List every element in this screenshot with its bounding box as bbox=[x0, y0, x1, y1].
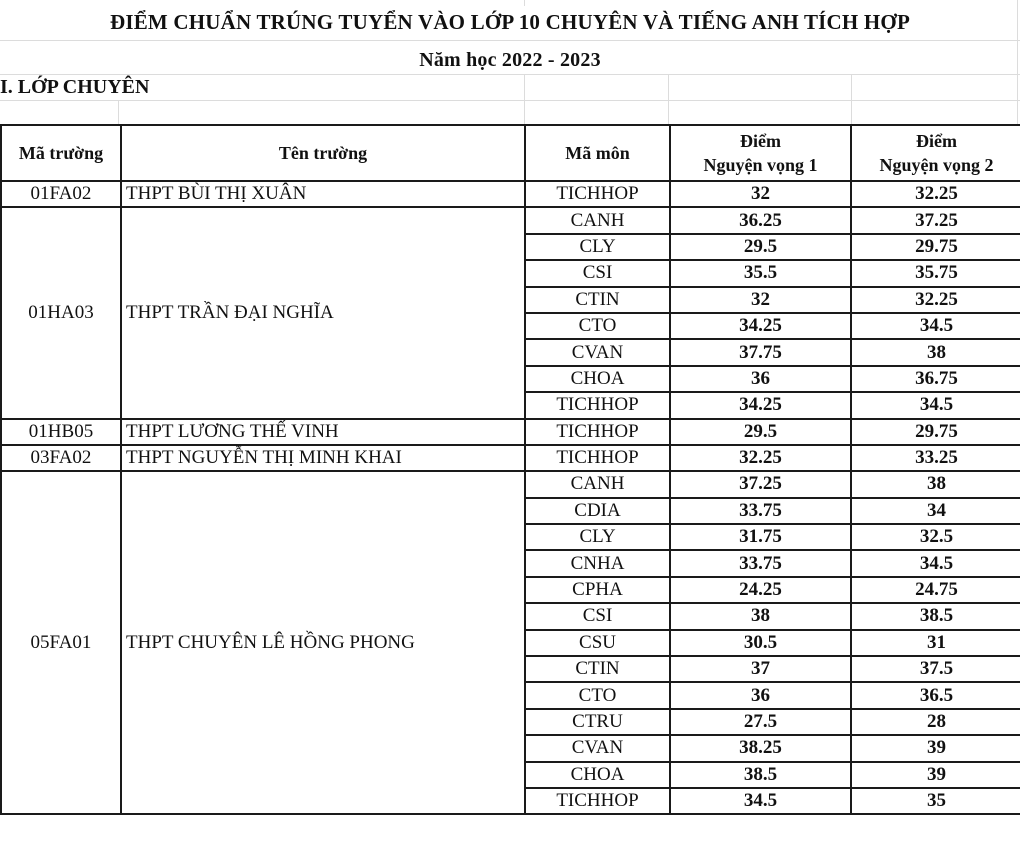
subject-code-cell: CNHA bbox=[525, 550, 670, 576]
score-nv1-cell: 38.5 bbox=[670, 762, 851, 788]
score-nv2-cell: 32.25 bbox=[851, 287, 1020, 313]
table-row bbox=[1, 471, 1020, 497]
score-nv1-cell: 32.25 bbox=[670, 445, 851, 471]
score-nv1-cell: 33.75 bbox=[670, 498, 851, 524]
header-score-nv1 bbox=[670, 125, 851, 181]
school-name-cell: THPT CHUYÊN LÊ HỒNG PHONG bbox=[121, 471, 525, 814]
document-title: ĐIỂM CHUẨN TRÚNG TUYỂN VÀO LỚP 10 CHUYÊN VÀ TIẾNG ANH TÍCH HỢP bbox=[109, 10, 910, 34]
score-nv1-cell: 34.25 bbox=[670, 392, 851, 418]
score-nv1-cell: 37.25 bbox=[670, 471, 851, 497]
school-name-cell: THPT TRẦN ĐẠI NGHĨA bbox=[121, 207, 525, 418]
school-code-cell: 01HA03 bbox=[1, 207, 121, 418]
header-score-nv1-line1: Điểm bbox=[740, 131, 781, 151]
subject-code-cell: CVAN bbox=[525, 735, 670, 761]
score-nv1-cell: 33.75 bbox=[670, 550, 851, 576]
score-nv1-cell: 36.25 bbox=[670, 207, 851, 233]
score-nv1-cell: 36 bbox=[670, 366, 851, 392]
score-nv1-cell: 38 bbox=[670, 603, 851, 629]
header-row bbox=[1, 125, 1020, 181]
score-nv2-cell: 38 bbox=[851, 471, 1020, 497]
score-nv2-cell: 37.5 bbox=[851, 656, 1020, 682]
grid-line bbox=[668, 74, 669, 124]
score-nv1-cell: 32 bbox=[670, 181, 851, 207]
score-nv1-cell: 32 bbox=[670, 287, 851, 313]
score-nv1-cell: 38.25 bbox=[670, 735, 851, 761]
header-score-nv2 bbox=[851, 125, 1020, 181]
score-nv1-cell: 29.5 bbox=[670, 234, 851, 260]
school-year: Năm học 2022 - 2023 bbox=[419, 49, 601, 71]
score-nv1-cell: 34.25 bbox=[670, 313, 851, 339]
score-nv2-cell: 39 bbox=[851, 762, 1020, 788]
score-nv1-cell: 37.75 bbox=[670, 339, 851, 365]
grid-line bbox=[0, 74, 1020, 75]
school-name-cell: THPT LƯƠNG THẾ VINH bbox=[121, 419, 525, 445]
score-nv2-cell: 34.5 bbox=[851, 313, 1020, 339]
header-score-nv2-line2: Nguyện vọng 2 bbox=[879, 155, 994, 175]
subject-code-cell: CHOA bbox=[525, 366, 670, 392]
score-nv1-cell: 24.25 bbox=[670, 577, 851, 603]
subject-code-cell: TICHHOP bbox=[525, 788, 670, 814]
subject-code-cell: CLY bbox=[525, 234, 670, 260]
table-row bbox=[1, 445, 1020, 471]
school-name-cell: THPT BÙI THỊ XUÂN bbox=[121, 181, 525, 207]
score-nv1-cell: 37 bbox=[670, 656, 851, 682]
grid-line bbox=[524, 0, 525, 6]
subject-code-cell: TICHHOP bbox=[525, 392, 670, 418]
section-heading: I. LỚP CHUYÊN bbox=[0, 76, 150, 98]
score-nv2-cell: 29.75 bbox=[851, 419, 1020, 445]
subject-code-cell: CTO bbox=[525, 313, 670, 339]
score-nv2-cell: 24.75 bbox=[851, 577, 1020, 603]
school-code-cell: 01HB05 bbox=[1, 419, 121, 445]
score-nv2-cell: 38 bbox=[851, 339, 1020, 365]
score-nv1-cell: 36 bbox=[670, 682, 851, 708]
score-nv2-cell: 35.75 bbox=[851, 260, 1020, 286]
subject-code-cell: CSI bbox=[525, 603, 670, 629]
score-nv2-cell: 36.5 bbox=[851, 682, 1020, 708]
score-nv1-cell: 29.5 bbox=[670, 419, 851, 445]
subject-code-cell: CANH bbox=[525, 471, 670, 497]
header-score-nv2-line1: Điểm bbox=[916, 131, 957, 151]
score-nv2-cell: 36.75 bbox=[851, 366, 1020, 392]
score-nv2-cell: 33.25 bbox=[851, 445, 1020, 471]
school-code-cell: 05FA01 bbox=[1, 471, 121, 814]
subject-code-cell: CTIN bbox=[525, 656, 670, 682]
header-school-code: Mã trường bbox=[1, 125, 121, 181]
score-nv1-cell: 30.5 bbox=[670, 630, 851, 656]
subject-code-cell: TICHHOP bbox=[525, 419, 670, 445]
table-row bbox=[1, 181, 1020, 207]
subject-code-cell: CVAN bbox=[525, 339, 670, 365]
header-score-nv1-line2: Nguyện vọng 1 bbox=[703, 155, 818, 175]
school-code-cell: 03FA02 bbox=[1, 445, 121, 471]
grid-line bbox=[118, 100, 119, 124]
table-row bbox=[1, 419, 1020, 445]
score-nv1-cell: 27.5 bbox=[670, 709, 851, 735]
subject-code-cell: CDIA bbox=[525, 498, 670, 524]
subject-code-cell: TICHHOP bbox=[525, 445, 670, 471]
grid-line bbox=[851, 74, 852, 124]
subject-code-cell: TICHHOP bbox=[525, 181, 670, 207]
score-nv2-cell: 39 bbox=[851, 735, 1020, 761]
score-nv2-cell: 32.5 bbox=[851, 524, 1020, 550]
subject-code-cell: CHOA bbox=[525, 762, 670, 788]
subject-code-cell: CTO bbox=[525, 682, 670, 708]
header-school-name: Tên trường bbox=[121, 125, 525, 181]
school-name-cell: THPT NGUYỄN THỊ MINH KHAI bbox=[121, 445, 525, 471]
grid-line bbox=[524, 74, 525, 124]
score-nv2-cell: 31 bbox=[851, 630, 1020, 656]
score-nv2-cell: 34.5 bbox=[851, 392, 1020, 418]
subject-code-cell: CSI bbox=[525, 260, 670, 286]
score-nv2-cell: 35 bbox=[851, 788, 1020, 814]
score-nv1-cell: 31.75 bbox=[670, 524, 851, 550]
grid-line bbox=[0, 40, 1020, 41]
score-nv1-cell: 34.5 bbox=[670, 788, 851, 814]
subject-code-cell: CLY bbox=[525, 524, 670, 550]
scores-table bbox=[0, 124, 1020, 815]
score-nv2-cell: 32.25 bbox=[851, 181, 1020, 207]
score-nv2-cell: 34 bbox=[851, 498, 1020, 524]
score-nv2-cell: 37.25 bbox=[851, 207, 1020, 233]
score-nv2-cell: 34.5 bbox=[851, 550, 1020, 576]
score-nv2-cell: 38.5 bbox=[851, 603, 1020, 629]
school-code-cell: 01FA02 bbox=[1, 181, 121, 207]
grid-line bbox=[0, 100, 1020, 101]
subject-code-cell: CTRU bbox=[525, 709, 670, 735]
table-row bbox=[1, 207, 1020, 233]
subject-code-cell: CPHA bbox=[525, 577, 670, 603]
subject-code-cell: CTIN bbox=[525, 287, 670, 313]
score-nv1-cell: 35.5 bbox=[670, 260, 851, 286]
header-subject-code: Mã môn bbox=[525, 125, 670, 181]
subject-code-cell: CSU bbox=[525, 630, 670, 656]
subject-code-cell: CANH bbox=[525, 207, 670, 233]
score-nv2-cell: 29.75 bbox=[851, 234, 1020, 260]
score-nv2-cell: 28 bbox=[851, 709, 1020, 735]
